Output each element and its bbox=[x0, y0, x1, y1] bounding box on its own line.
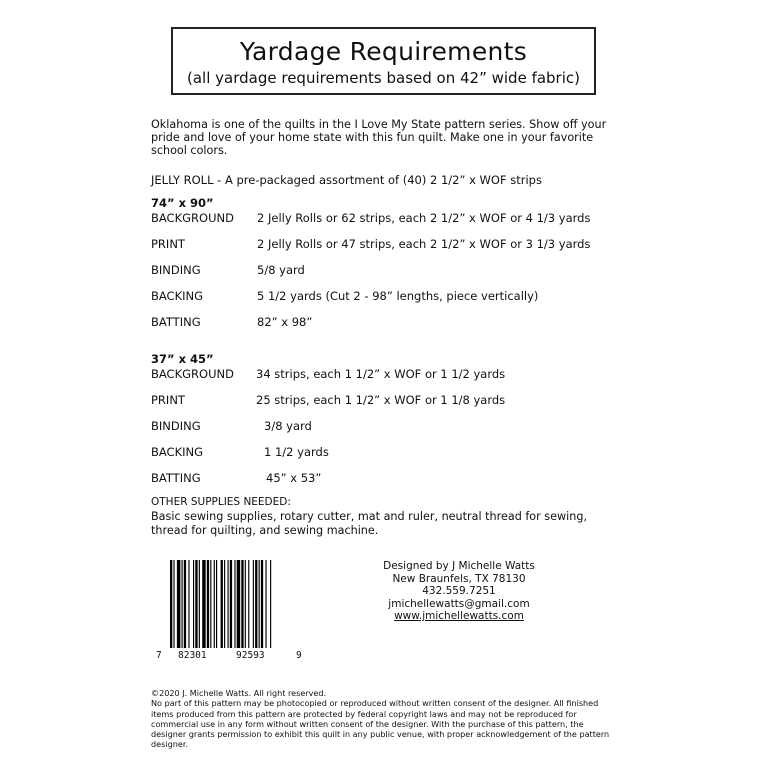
legal-text: No part of this pattern may be photocopied or reproduced without written consent of the designer. All finished items produced from this pattern are protected by federal copyright laws and may not be reproduced for commercial use in any form without written consent of the designer. With the purchase of this pattern, the designer grants permission to exhibit this quilt in any public venue, with proper acknowledgement of the pattern designer. bbox=[151, 698, 610, 750]
row-label: BATTING bbox=[151, 471, 201, 485]
copyright-line: ©2020 J. Michelle Watts. All right reserved. bbox=[151, 688, 327, 698]
row-value: 1 1/2 yards bbox=[264, 445, 329, 459]
requirement-row bbox=[151, 419, 312, 433]
intro-paragraph: Oklahoma is one of the quilts in the I Love My State pattern series. Show off your pride and love of your home state with this fun quilt. Make one in your favorite school colors. bbox=[151, 118, 607, 157]
row-label: BACKGROUND bbox=[151, 367, 234, 381]
designer-name: Designed by J Michelle Watts bbox=[383, 560, 535, 572]
designer-phone: 432.559.7251 bbox=[422, 585, 496, 597]
requirement-row bbox=[151, 289, 538, 303]
barcode-digit-group-right: 92593 bbox=[236, 650, 265, 661]
row-label: BINDING bbox=[151, 419, 201, 433]
page-subtitle: (all yardage requirements based on 42” wide fabric) bbox=[187, 69, 580, 87]
requirement-row bbox=[151, 211, 590, 225]
barcode-digit-check: 9 bbox=[296, 650, 302, 661]
row-value: 3/8 yard bbox=[264, 419, 312, 433]
requirement-row bbox=[151, 471, 321, 485]
designer-email: jmichellewatts@gmail.com bbox=[388, 597, 530, 610]
jelly-roll-note: JELLY ROLL - A pre-packaged assortment of (40) 2 1/2” x WOF strips bbox=[151, 173, 542, 187]
section-size-large: 74” x 90” bbox=[151, 196, 214, 210]
requirement-row bbox=[151, 237, 590, 251]
requirement-row bbox=[151, 445, 329, 459]
supplies-heading: OTHER SUPPLIES NEEDED: bbox=[151, 496, 291, 508]
designer-location: New Braunfels, TX 78130 bbox=[392, 572, 526, 585]
row-value: 2 Jelly Rolls or 47 strips, each 2 1/2” x WOF or 3 1/3 yards bbox=[257, 237, 591, 251]
row-value: 5/8 yard bbox=[257, 263, 305, 277]
barcode-image bbox=[170, 560, 302, 648]
row-label: PRINT bbox=[151, 237, 185, 251]
row-value: 5 1/2 yards (Cut 2 - 98” lengths, piece vertically) bbox=[257, 289, 539, 303]
row-label: BATTING bbox=[151, 315, 201, 329]
requirement-row bbox=[151, 393, 505, 407]
row-value: 82” x 98” bbox=[257, 315, 313, 329]
barcode-digit-group-left: 82301 bbox=[178, 650, 207, 661]
designer-contact bbox=[370, 560, 548, 623]
supplies-text: Basic sewing supplies, rotary cutter, mat and ruler, neutral thread for sewing, thread for quilting, and sewing machine. bbox=[151, 510, 588, 537]
requirement-row bbox=[151, 315, 312, 329]
requirement-row bbox=[151, 367, 505, 381]
row-value: 34 strips, each 1 1/2” x WOF or 1 1/2 yards bbox=[256, 367, 506, 381]
page-title: Yardage Requirements bbox=[239, 37, 528, 66]
legal-notice bbox=[151, 688, 621, 750]
title-box bbox=[171, 27, 596, 95]
row-label: BACKING bbox=[151, 445, 204, 459]
row-label: PRINT bbox=[151, 393, 185, 407]
designer-website-link[interactable]: www.jmichellewatts.com bbox=[394, 610, 524, 622]
row-label: BINDING bbox=[151, 263, 201, 277]
row-value: 25 strips, each 1 1/2” x WOF or 1 1/8 yards bbox=[256, 393, 506, 407]
row-value: 2 Jelly Rolls or 62 strips, each 2 1/2” x WOF or 4 1/3 yards bbox=[257, 211, 591, 225]
requirement-row bbox=[151, 263, 305, 277]
section-size-small: 37” x 45” bbox=[151, 352, 214, 366]
row-label: BACKING bbox=[151, 289, 204, 303]
row-value: 45” x 53” bbox=[266, 471, 322, 485]
row-label: BACKGROUND bbox=[151, 211, 234, 225]
barcode-digit-lead: 7 bbox=[156, 650, 162, 661]
